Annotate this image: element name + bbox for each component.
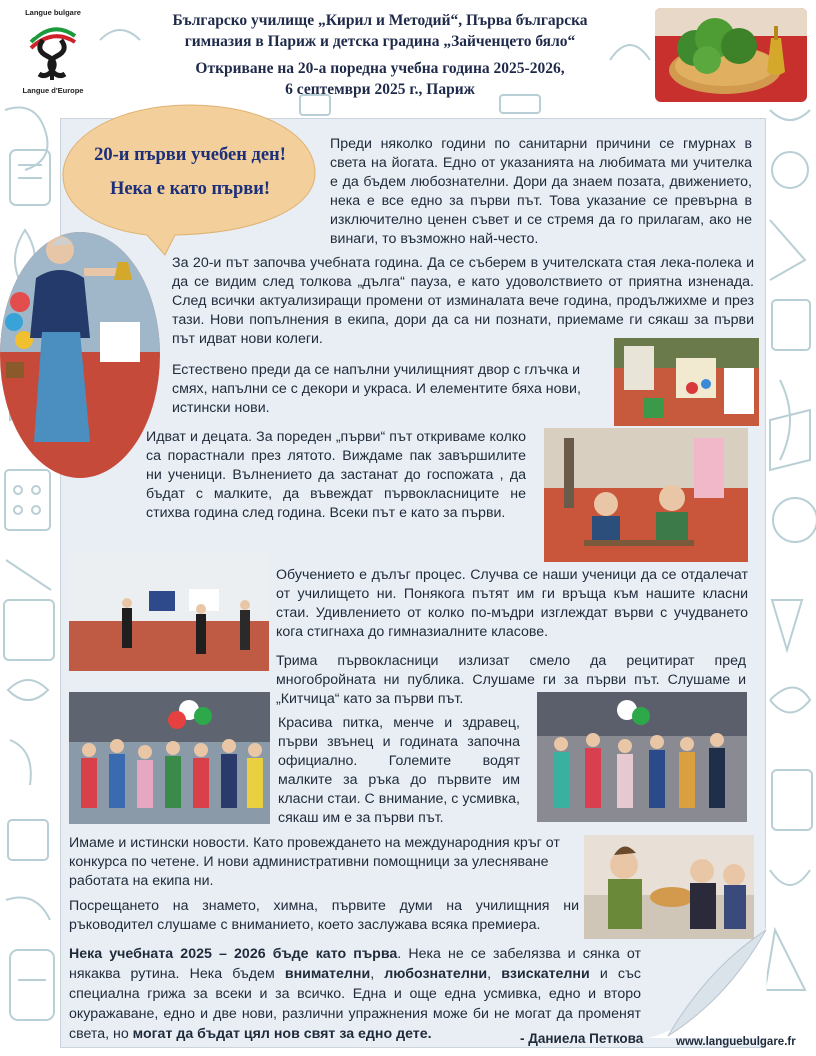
header-line-3: Откриване на 20-а поредна учебна година 2025-2026,	[195, 60, 565, 77]
header-photo-bread-geranium-bell	[655, 8, 807, 102]
bubble-text	[57, 138, 323, 206]
bubble-line-1: 20-и първи учебен ден!	[94, 145, 286, 165]
paragraph-yoga: Преди няколко години по санитарни причини се гмурнах в света на йогата. Едно от указанията на любимата ми учителка е да бъдем любознателни. Дори да знаем позата, движението, нека е все едно за първи път. Това указание се превърна в изключително ценен съвет и се стремя да го прилагам, ако не винаги, то възможно най-често.	[330, 136, 752, 247]
header-line-4: 6 септември 2025 г., Париж	[285, 81, 475, 98]
paragraph-news: Имаме и истински новости. Като провеждането на международния кръг от конкурса по четене. И нови административни помощници за улесняване работата на екипа ни.	[69, 835, 560, 889]
photo-decorated-yard	[614, 338, 759, 426]
closing-text-1: . Нека не се забелязва и сянка от някаква рутина. Нека бъдем	[69, 946, 641, 982]
logo-bottom-text: Langue d'Europe	[22, 86, 84, 95]
paragraph-learning-process: Обучението е дълъг процес. Случва се наши ученици да се отдалечат от училището ни. Понякога пътят им ги връща към нашите класни стаи. Удивлението от колко по-мъдри изглеждат върви с учудването кога стигнаха до гимназиалните класове.	[276, 567, 748, 640]
website-link[interactable]: www.languebulgare.fr	[676, 1036, 796, 1048]
closing-text-3: ,	[487, 966, 502, 982]
header-line-1: Българско училище „Кирил и Методий“, Първа българска	[172, 12, 588, 29]
logo-emblem-icon	[25, 18, 81, 84]
paragraph-teachers-room: За 20-и път започва учебната година. Да се съберем в учителската стая лека-полека и да се видим след толкова „дълга“ пауза, е като удоволствието от приятна изненада. След всички актуализиращи промени от изминалата вече година, продължихме и през тази. Нови попълнения в екипа, дори да са ни познати, приемаме ги сякаш за първи път идват нови колеги.	[172, 255, 754, 347]
paragraph-bread-bell: Красива питка, менче и здравец, първи звънец и годината започна официално. Големите водят малките за ръка до първите им класни стаи. С внимание, с усмивка, сякаш им е за първи път.	[278, 715, 520, 826]
paragraph-decorations: Естествено преди да се напълни училищният двор с глъчка и смях, напълни се с декори и украса. И елементите бяха нови, истински нови.	[172, 362, 581, 416]
closing-bold-demanding: взискателни	[501, 966, 590, 982]
logo-top-text: Langue bulgare	[25, 8, 81, 17]
bubble-line-2: Нека е като първи!	[109, 179, 271, 199]
closing-bold-curious: любознателни	[384, 966, 488, 982]
photo-bread-offering	[584, 835, 754, 939]
photo-group-of-children	[69, 692, 270, 824]
closing-text-4: и със специална грижа за всеки и за всичко. Една и още една усмивка, едно и второ окуражаване, едно и две нови, различни упражнения може би не могат да променят света, но	[69, 966, 641, 1042]
page-header	[120, 10, 640, 100]
page-curl	[648, 928, 768, 1038]
photo-children-group-right	[537, 692, 747, 822]
paragraph-flag-anthem: Посрещането на знамето, химна, първите думи на училищния ни ръководител слушаме с вниманието, което заслужава всяка премиера.	[69, 898, 579, 933]
paragraph-first-graders-recite: Трима първокласници излизат смело да рецитират пред многобройната ни публика. Слушаме ги за първи път. Слушаме и „Китчица“ като за първи път.	[276, 653, 746, 707]
photo-teacher-ringing-bell	[0, 232, 160, 478]
closing-bold-1: Нека учебната 2025 – 2026 бъде като първа	[69, 946, 398, 962]
photo-students-in-hall	[69, 551, 269, 671]
closing-text-2: ,	[370, 966, 385, 982]
photo-children-on-bench	[544, 428, 748, 562]
paragraph-children-arrive: Идват и децата. За пореден „първи“ път откриваме колко са порастнали през лятото. Виждаме пак завършилите ни ученици. Вълнението да застанат до госпожата , да бъдат с малките, да въвеждат първокласниците не стихва година след година. Всеки път е като за първи.	[146, 429, 526, 521]
header-line-2: гимназия в Париж и детска градина „Зайченцето бяло“	[184, 33, 576, 50]
closing-bold-attentive: внимателни	[284, 966, 371, 982]
signature: - Даниела Петкова	[520, 1031, 644, 1046]
closing-bold-final: могат да бъдат цял нов свят за едно дете.	[132, 1026, 432, 1042]
school-logo	[18, 8, 88, 100]
